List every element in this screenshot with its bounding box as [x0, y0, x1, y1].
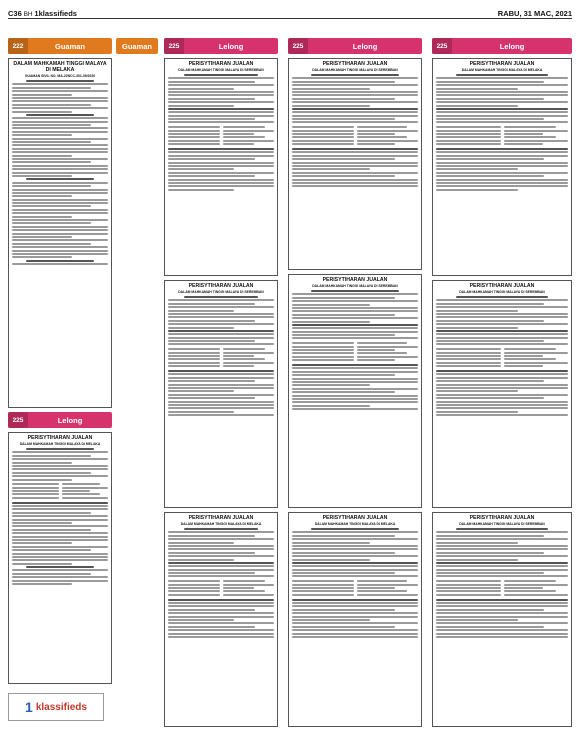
section-bar-lelong-3: 225 Lelong: [288, 38, 422, 54]
notice-lelong-2c: PERISYTIHARAN JUALAN DALAM MAHKAMAH TINGGI MALAYA DI MELAKA: [164, 512, 278, 727]
notice-lelong-2a: PERISYTIHARAN JUALAN DALAM MAHKAMAH TINGGI MALAYA DI SEREMBAN: [164, 58, 278, 276]
notice-lelong-3c: PERISYTIHARAN JUALAN DALAM MAHKAMAH TINGGI MALAYA DI MELAKA: [288, 512, 422, 727]
klassifieds-logo: 1 klassifieds: [8, 693, 104, 721]
page-date: RABU, 31 MAC, 2021: [497, 9, 572, 18]
column-guaman-2: [116, 38, 158, 727]
column-lelong-2: [164, 38, 278, 727]
notice-lelong-2b: PERISYTIHARAN JUALAN DALAM MAHKAMAH TINGGI MALAYA DI SEREMBAN: [164, 280, 278, 508]
notice-guaman: DALAM MAHKAMAH TINGGI MALAYA DI MELAKA GUAMAN SIVIL NO. MA-22NCC-301-09/2020: [8, 58, 112, 408]
notice-lelong-4b: PERISYTIHARAN JUALAN DALAM MAHKAMAH TINGGI MALAYA DI SEREMBAN: [432, 280, 572, 508]
section-bar-lelong-4: 225 Lelong: [432, 38, 572, 54]
notice-lelong-3b: PERISYTIHARAN JUALAN DALAM MAHKAMAH TINGGI MALAYA DI SEREMBAN: [288, 274, 422, 508]
notice-lelong-4a: PERISYTIHARAN JUALAN DALAM MAHKAMAH TINGGI MALAYA DI MELAKA: [432, 58, 572, 276]
column-lelong-3: [288, 38, 422, 727]
notice-lelong-4c: PERISYTIHARAN JUALAN DALAM MAHKAMAH TINGGI MALAYA DI SEREMBAN: [432, 512, 572, 727]
page-number: C36 BH 1klassifieds: [8, 9, 77, 18]
page-header: [8, 5, 572, 19]
notice-lelong-3a: PERISYTIHARAN JUALAN DALAM MAHKAMAH TINGGI MALAYA DI SEREMBAN: [288, 58, 422, 270]
section-bar-guaman-2: Guaman: [116, 38, 158, 54]
notice-lelong-left: PERISYTIHARAN JUALAN DALAM MAHKAMAH TINGGI MALAYA DI MELAKA: [8, 432, 112, 684]
column-lelong-4: [432, 38, 572, 727]
section-bar-lelong-left: 225 Lelong: [8, 412, 112, 428]
section-bar-guaman: 222 Guaman: [8, 38, 112, 54]
column-guaman: [8, 38, 112, 727]
section-bar-lelong-2: 225 Lelong: [164, 38, 278, 54]
